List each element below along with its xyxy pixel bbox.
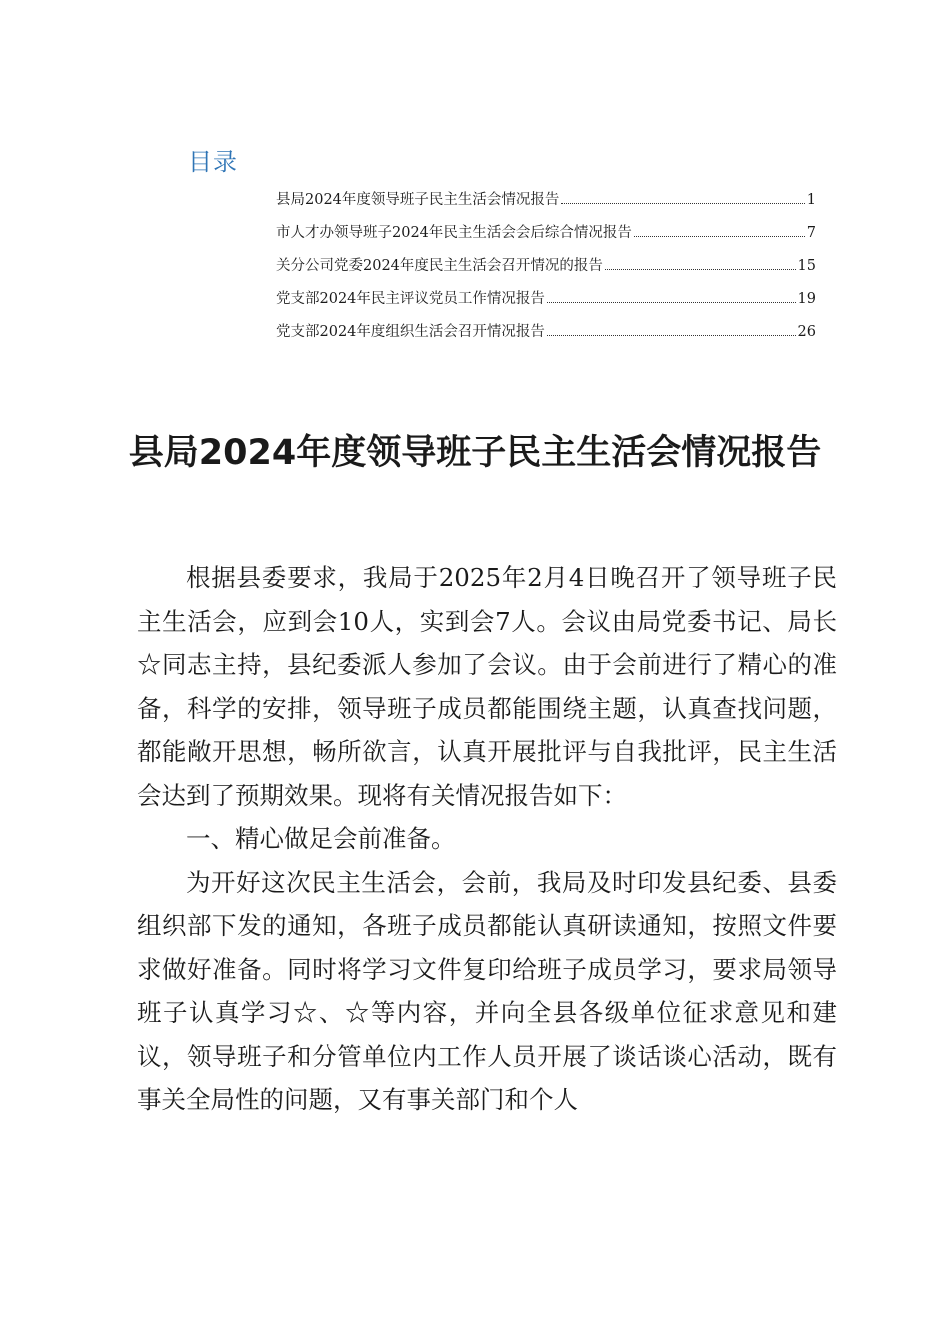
toc-entry-title: 党支部2024年民主评议党员工作情况报告 xyxy=(276,291,545,307)
document-title: 县局2024年度领导班子民主生活会情况报告 xyxy=(128,433,822,474)
toc-entry-page: 19 xyxy=(797,291,816,307)
toc-leader-dots xyxy=(605,269,796,270)
toc-entry[interactable] xyxy=(276,188,816,221)
toc-entry[interactable] xyxy=(276,320,816,353)
document-body xyxy=(137,556,837,1122)
toc-entry[interactable] xyxy=(276,254,816,287)
toc-entry-page: 15 xyxy=(797,258,816,274)
toc-leader-dots xyxy=(547,302,796,303)
toc-entry-page: 7 xyxy=(806,225,816,241)
toc-entry[interactable] xyxy=(276,287,816,320)
body-paragraph: 根据县委要求，我局于2025年2月4日晚召开了领导班子民主生活会，应到会10人，实到会7人。会议由局党委书记、局长☆同志主持，县纪委派人参加了会议。由于会前进行了精心的准备，科学的安排，领导班子成员都能围绕主题，认真查找问题，都能敞开思想，畅所欲言，认真开展批评与自我批评，民主生活会达到了预期效果。现将有关情况报告如下： xyxy=(137,563,837,810)
toc-entry-title: 党支部2024年度组织生活会召开情况报告 xyxy=(276,324,545,340)
toc-leader-dots xyxy=(547,335,796,336)
toc-leader-dots xyxy=(561,203,804,204)
body-paragraph: 为开好这次民主生活会，会前，我局及时印发县纪委、县委组织部下发的通知，各班子成员都能认真研读通知，按照文件要求做好准备。同时将学习文件复印给班子成员学习，要求局领导班子认真学习☆、☆等内容，并向全县各级单位征求意见和建议，领导班子和分管单位内工作人员开展了谈话谈心活动，既有事关全局性的问题，又有事关部门和个人 xyxy=(137,867,837,1114)
toc-entry-page: 26 xyxy=(797,324,816,340)
toc-entry-page: 1 xyxy=(806,192,816,208)
toc-entry[interactable] xyxy=(276,221,816,254)
toc-entry-title: 县局2024年度领导班子民主生活会情况报告 xyxy=(276,192,560,208)
toc-leader-dots xyxy=(634,236,805,237)
section-heading: 一、精心做足会前准备。 xyxy=(186,824,456,853)
toc-entry-title: 市人才办领导班子2024年民主生活会会后综合情况报告 xyxy=(276,225,632,241)
toc-heading: 目录 xyxy=(188,148,238,176)
table-of-contents xyxy=(276,188,816,353)
toc-entry-title: 关分公司党委2024年度民主生活会召开情况的报告 xyxy=(276,258,603,274)
